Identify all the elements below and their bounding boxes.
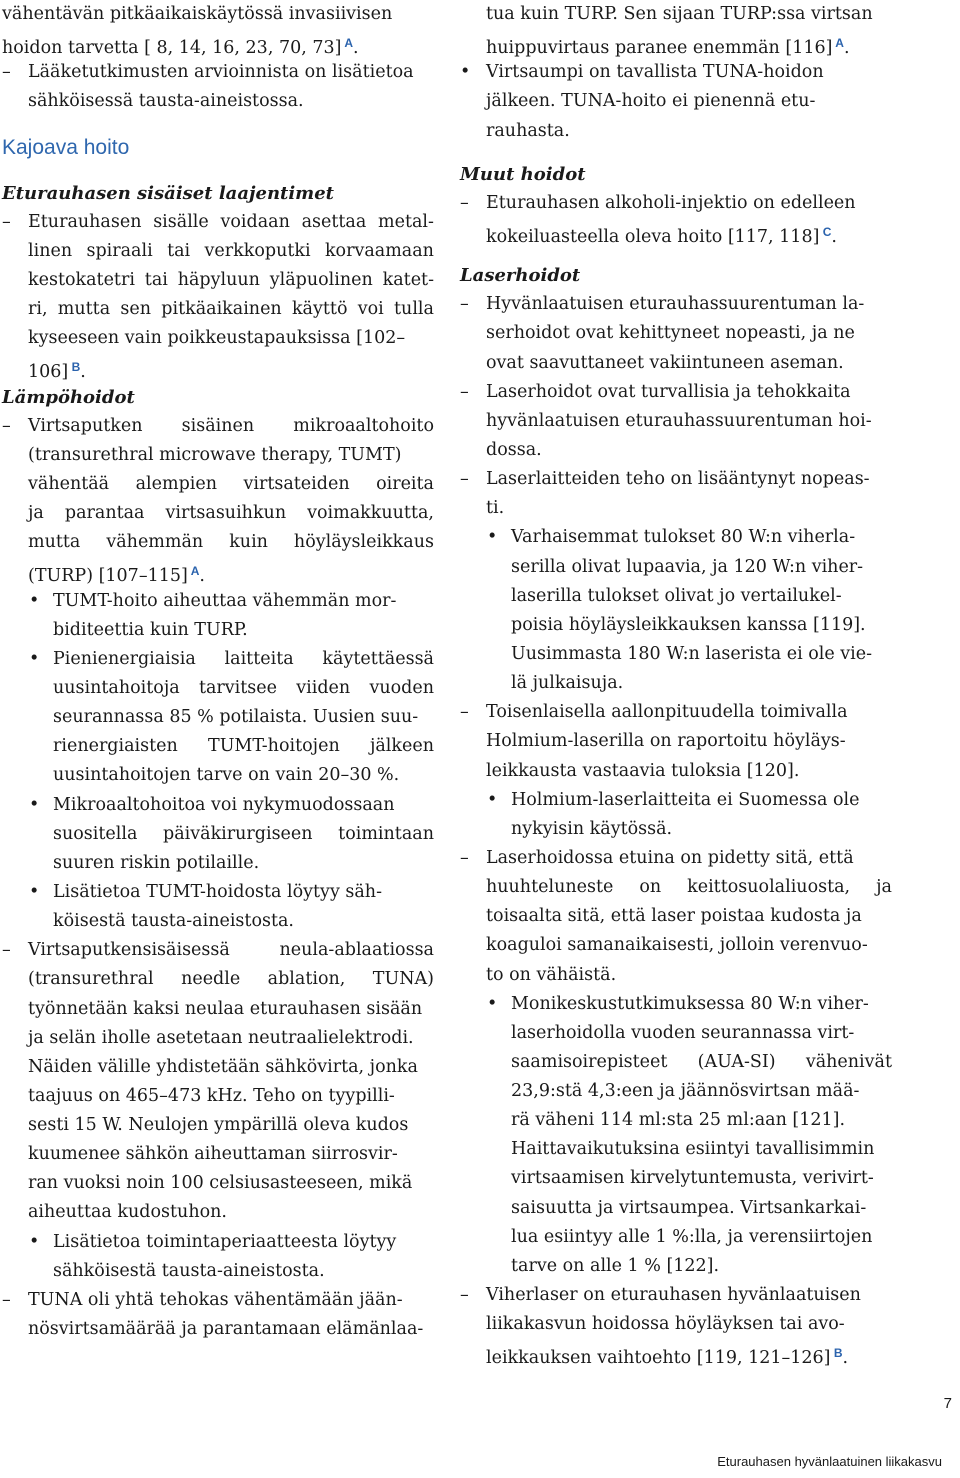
dash-marker: – (2, 940, 11, 961)
line-text: Holmium-laserilla on raportoitu höyläys- (486, 731, 846, 752)
text-line (460, 757, 892, 786)
text-line (2, 208, 434, 237)
line-text: köisestä tausta-aineistosta. (53, 911, 294, 932)
text-line (460, 494, 892, 523)
evidence-grade: C (819, 224, 832, 239)
line-text: TUNA oli yhtä tehokas vähentämään jään- (28, 1289, 403, 1310)
text-line (460, 58, 892, 87)
line-text: nösvirtsamäärää ja parantamaan elämänlaa- (28, 1319, 424, 1340)
line-text: toisaalta sitä, että laser poistaa kudosta ja (486, 906, 862, 927)
line-text: sähköisessä tausta-aineistossa. (28, 91, 304, 112)
line-text: kestokatetri tai häpyluun yläpuolinen katet- (28, 269, 434, 290)
line-text: saisuutta ja virtsaumpea. Virtsankarkai- (511, 1197, 867, 1218)
text-line (2, 674, 434, 703)
dash-marker: – (460, 702, 469, 723)
line-text: hoidon tarvetta [ 8, 14, 16, 23, 70, 73] (2, 38, 342, 59)
text-line (460, 87, 892, 116)
text-line (2, 791, 434, 820)
text-line (2, 936, 434, 965)
text-line (2, 1286, 434, 1315)
subsection-heading: Lämpöhoidot (2, 386, 135, 408)
line-text: huuhteluneste on keittosuolaliuosta, ja (486, 877, 892, 898)
text-line (460, 582, 892, 611)
text-line (460, 349, 892, 378)
line-end: . (199, 566, 205, 587)
bullet-marker: • (29, 881, 40, 902)
line-text: kuumenee sähkön aiheuttaman siirrosvir- (28, 1144, 398, 1165)
line-text: sähköisestä tausta-aineistosta. (53, 1260, 325, 1281)
text-line (460, 1252, 892, 1281)
line-text: Viherlaser on eturauhasen hyvänlaatuisen (486, 1285, 861, 1306)
line-text: Eturauhasen alkoholi-injektio on edelleen (486, 192, 856, 213)
text-line (2, 87, 434, 116)
evidence-grade: B (830, 1346, 843, 1361)
text-line (2, 470, 434, 499)
subsection-heading: Laserhoidot (460, 265, 581, 287)
dash-marker: – (460, 1285, 469, 1306)
line-text: aiheuttaa kudostuhon. (28, 1202, 227, 1223)
text-line (460, 961, 892, 990)
line-text: kyseeseen vain poikkeustapauksissa [102– (28, 328, 406, 349)
text-line (460, 1194, 892, 1223)
line-text: 23,9:stä 4,3:een ja jäännösvirtsan mää- (511, 1081, 860, 1102)
text-line (2, 1169, 434, 1198)
text-line (2, 849, 434, 878)
text-line (460, 0, 892, 29)
text-line (460, 902, 892, 931)
text-line (460, 698, 892, 727)
page-number: 7 (943, 1395, 952, 1412)
text-line (2, 1082, 434, 1111)
line-text: biditeettia kuin TURP. (53, 619, 248, 640)
dash-marker: – (460, 847, 469, 868)
text-line (2, 965, 434, 994)
line-text: rienergiaisten TUMT-hoitojen jälkeen (53, 736, 434, 757)
text-line (460, 1164, 892, 1193)
line-text: Monikeskustutkimuksessa 80 W:n viher- (511, 993, 869, 1014)
text-line (2, 703, 434, 732)
text-line (460, 1135, 892, 1164)
line-text: työnnetään kaksi neulaa eturauhasen sisään (28, 998, 423, 1019)
line-text: ran vuoksi noin 100 celsiusasteeseen, mikä (28, 1173, 413, 1194)
text-line (460, 319, 892, 348)
line-text: Näiden välille yhdistetään sähkövirta, jonka (28, 1056, 418, 1077)
text-line (460, 786, 892, 815)
line-text: lä julkaisuja. (511, 673, 624, 694)
line-text: poisia höyläysleikkauksen kanssa [119]. (511, 614, 866, 635)
line-text: huippuvirtaus paranee enemmän [116] (486, 38, 833, 59)
line-text: Toisenlaisella aallonpituudella toimivalla (486, 702, 848, 723)
evidence-grade: A (832, 36, 844, 51)
text-line (2, 1315, 434, 1344)
text-line (460, 1019, 892, 1048)
line-text: suositella päiväkirurgiseen toimintaan (53, 823, 434, 844)
dash-marker: – (2, 211, 11, 232)
line-text: ja selän iholle asetetaan neutraalielektrodi. (28, 1027, 414, 1048)
line-text: Virtsaumpi on tavallista TUNA-hoidon (486, 62, 824, 83)
line-text: Mikroaaltohoitoa voi nykymuodossaan (53, 794, 395, 815)
line-text: Holmium-laserlaitteita ei Suomessa ole (511, 789, 860, 810)
text-line (460, 218, 892, 247)
line-text: sesti 15 W. Neulojen ympärillä oleva kudos (28, 1115, 409, 1136)
spacer (460, 146, 892, 160)
line-end: . (80, 362, 86, 383)
line-text: lua esiintyy alle 1 %:lla, ja verensiirtojen (511, 1226, 873, 1247)
bullet-marker: • (29, 1231, 40, 1252)
line-text: ti. (486, 498, 505, 519)
bullet-marker: • (29, 590, 40, 611)
line-text: Lääketutkimusten arvioinnista on lisätietoa (28, 62, 414, 83)
line-text: Hyvänlaatuisen eturauhassuurentuman la- (486, 294, 865, 315)
text-line (2, 907, 434, 936)
text-line (460, 117, 892, 146)
right-column (460, 0, 892, 1368)
line-text: jälkeen. TUNA-hoito ei pienennä etu- (486, 91, 816, 112)
line-text: saamisoirepisteet (AUA-SI) vähenivät (511, 1051, 892, 1072)
line-text: laserhoidolla vuoden seurannassa virt- (511, 1022, 855, 1043)
text-line (2, 353, 434, 382)
line-text: ovat saavuttaneet vakiintuneen aseman. (486, 352, 844, 373)
dash-marker: – (460, 381, 469, 402)
evidence-grade: A (187, 564, 200, 579)
dash-marker: – (2, 1289, 11, 1310)
text-line (2, 1257, 434, 1286)
line-text: virtsaamisen kirvelytuntemusta, verivirt- (511, 1168, 874, 1189)
text-line (2, 587, 434, 616)
line-text: rauhasta. (486, 120, 570, 141)
line-text: Eturauhasen sisälle voidaan asettaa metal- (28, 211, 434, 232)
text-line (2, 995, 434, 1024)
text-line (2, 441, 434, 470)
line-text: seurannassa 85 % potilaista. Uusien suu- (53, 707, 419, 728)
line-text: Lisätietoa toimintaperiaatteesta löytyy (53, 1231, 397, 1252)
text-line (2, 266, 434, 295)
line-text: linen spiraali tai verkkoputki korvaamaan (28, 240, 434, 261)
line-text: serilla olivat lupaavia, ja 120 W:n viher- (511, 556, 864, 577)
line-text: Haittavaikutuksina esiintyi tavallisimmin (511, 1139, 875, 1160)
left-column (2, 0, 434, 1344)
text-line (2, 616, 434, 645)
line-text: tua kuin TURP. Sen sijaan TURP:ssa virtsan (486, 4, 873, 24)
text-line (2, 557, 434, 586)
line-text: vähentää alempien virtsateiden oireita (28, 473, 434, 494)
text-line (2, 878, 434, 907)
line-text: kokeiluasteella oleva hoito [117, 118] (486, 226, 820, 247)
dash-marker: – (460, 294, 469, 315)
line-text: Pienienergiaisia laitteita käytettäessä (53, 648, 434, 669)
bullet-marker: • (487, 993, 498, 1014)
line-text: (transurethral needle ablation, TUNA) (28, 969, 434, 990)
text-line (460, 1281, 892, 1310)
text-line (2, 237, 434, 266)
text-line (460, 844, 892, 873)
line-text: ri, mutta sen pitkäaikainen käyttö voi tulla (28, 299, 434, 320)
line-text: TUMT-hoito aiheuttaa vähemmän mor- (53, 590, 397, 611)
text-line (2, 1024, 434, 1053)
dash-marker: – (2, 415, 11, 436)
line-text: dossa. (486, 439, 542, 460)
line-end: . (842, 1348, 849, 1369)
line-text: Virtsaputken sisäinen mikroaaltohoito (28, 415, 434, 436)
text-line (460, 465, 892, 494)
bullet-marker: • (460, 62, 471, 83)
footer-title: Eturauhasen hyvänlaatuinen liikakasvu (717, 1454, 942, 1469)
text-line (460, 640, 892, 669)
evidence-grade: A (341, 36, 353, 51)
line-text: Laserlaitteiden teho on lisääntynyt nopeas- (486, 469, 870, 490)
text-line (460, 727, 892, 756)
line-text: tarve on alle 1 % [122]. (511, 1255, 720, 1276)
text-line (2, 295, 434, 324)
text-line (2, 1198, 434, 1227)
text-line (460, 1310, 892, 1339)
text-line (460, 553, 892, 582)
line-text: mutta vähemmän kuin höyläysleikkaus (28, 532, 434, 553)
text-line (460, 523, 892, 552)
line-text: uusintahoitojen tarve on vain 20–30 %. (53, 765, 400, 786)
evidence-grade: B (68, 360, 81, 375)
text-line (460, 407, 892, 436)
line-text: Uusimmasta 180 W:n laserista ei ole vie- (511, 643, 873, 664)
text-line (460, 931, 892, 960)
text-line (2, 1053, 434, 1082)
line-end: . (843, 38, 850, 59)
text-line (460, 1339, 892, 1368)
dash-marker: – (460, 469, 469, 490)
text-line (460, 436, 892, 465)
dash-marker: – (2, 62, 11, 83)
spacer (2, 165, 434, 179)
text-line (460, 378, 892, 407)
bullet-marker: • (487, 527, 498, 548)
text-line (2, 324, 434, 353)
text-line (460, 1048, 892, 1077)
line-text: suuren riskin potilaille. (53, 852, 260, 873)
text-line (460, 669, 892, 698)
line-text: leikkauksen vaihtoehto [119, 121–126] (486, 1348, 831, 1369)
text-line (460, 29, 892, 58)
line-text: taajuus on 465–473 kHz. Teho on tyypilli- (28, 1085, 395, 1106)
line-text: Laserhoidossa etuina on pidetty sitä, että (486, 847, 854, 868)
line-text: vähentävän pitkäaikaiskäytössä invasiivisen (2, 4, 393, 24)
line-text: (transurethral microwave therapy, TUMT) (28, 444, 402, 465)
text-line (2, 29, 434, 58)
line-text: Lisätietoa TUMT-hoidosta löytyy säh- (53, 881, 382, 902)
text-line (2, 528, 434, 557)
text-line (460, 873, 892, 902)
line-text: liikakasvun hoidossa höyläyksen tai avo- (486, 1314, 845, 1335)
line-text: hyvänlaatuisen eturauhassuurentuman hoi- (486, 410, 872, 431)
text-line (460, 815, 892, 844)
text-line (2, 1111, 434, 1140)
text-line (460, 290, 892, 319)
line-text: Laserhoidot ovat turvallisia ja tehokkaita (486, 381, 851, 402)
text-line (2, 820, 434, 849)
line-text: uusintahoitoja tarvitsee viiden vuoden (53, 677, 434, 698)
line-text: to on vähäistä. (486, 964, 617, 985)
bullet-marker: • (29, 794, 40, 815)
text-line (2, 0, 434, 29)
subsection-heading: Eturauhasen sisäiset laajentimet (2, 182, 334, 204)
text-line (460, 1106, 892, 1135)
line-text: rä väheni 114 ml:sta 25 ml:aan [121]. (511, 1110, 846, 1131)
line-text: ja parantaa virtsasuihkun voimakkuutta, (28, 503, 434, 524)
bullet-marker: • (487, 789, 498, 810)
text-line (2, 58, 434, 87)
subsection-heading: Muut hoidot (460, 163, 586, 185)
line-text: laserilla tulokset olivat jo vertailukel- (511, 585, 842, 606)
bullet-marker: • (29, 648, 40, 669)
text-line (460, 189, 892, 218)
line-end: . (831, 226, 837, 247)
line-text: Virtsaputkensisäisessä neula-ablaatiossa (28, 940, 434, 961)
line-text: 106] (28, 362, 69, 383)
text-line (2, 412, 434, 441)
line-text: (TURP) [107–115] (28, 566, 188, 587)
line-text: serhoidot ovat kehittyneet nopeasti, ja ne (486, 323, 855, 344)
line-text: koaguloi samanaikaisesti, jolloin verenvuo- (486, 935, 868, 956)
text-line (460, 1223, 892, 1252)
text-line (2, 1140, 434, 1169)
line-text: leikkausta vastaavia tuloksia [120]. (486, 760, 800, 781)
line-text: nykyisin käytössä. (511, 818, 673, 839)
section-heading: Kajoava hoito (2, 135, 130, 159)
text-line (2, 761, 434, 790)
text-line (2, 732, 434, 761)
text-line (2, 499, 434, 528)
text-line (460, 990, 892, 1019)
spacer (2, 117, 434, 131)
line-end: . (353, 38, 359, 59)
text-line (2, 645, 434, 674)
dash-marker: – (460, 192, 469, 213)
text-line (2, 1228, 434, 1257)
line-text: Varhaisemmat tulokset 80 W:n viherla- (511, 527, 856, 548)
text-line (460, 611, 892, 640)
text-line (460, 1077, 892, 1106)
